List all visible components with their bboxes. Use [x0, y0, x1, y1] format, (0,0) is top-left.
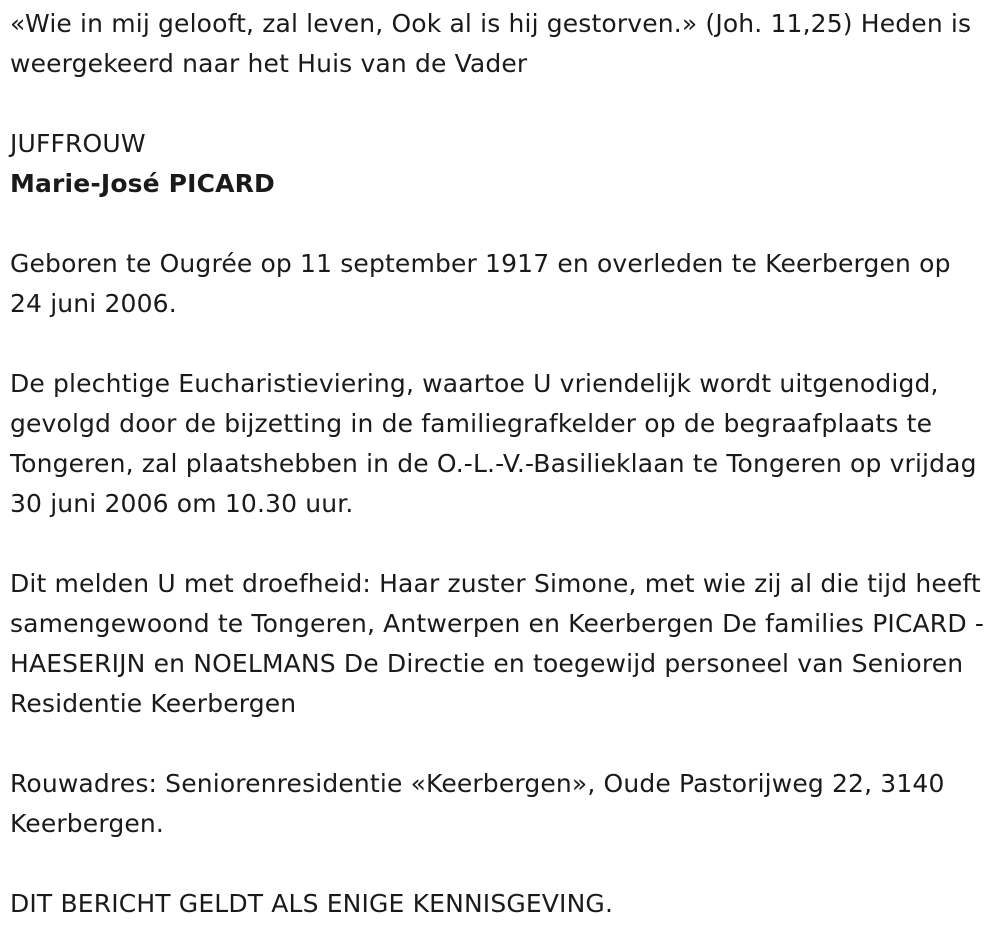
- birth-death-paragraph: Geboren te Ougrée op 11 september 1917 en overleden te Keerbergen op 24 juni 2006.: [10, 249, 951, 318]
- mourning-address: Rouwadres: Seniorenresidentie «Keerbergen», Oude Pastorijweg 22, 3140 Keerbergen.: [10, 769, 945, 838]
- intro-verse: «Wie in mij gelooft, zal leven, Ook al is hij gestorven.» (Joh. 11,25) Heden is weergekeerd naar het Huis van de Vader: [10, 9, 972, 78]
- closing-statement: DIT BERICHT GELDT ALS ENIGE KENNISGEVING.: [10, 889, 614, 918]
- announcers-paragraph: Dit melden U met droefheid: Haar zuster Simone, met wie zij al die tijd heeft samengewoond te Tongeren, Antwerpen en Keerbergen De families PICARD - HAESERIJN en NOELMANS De Directie en toegewijd personeel van Senioren Residentie Keerbergen: [10, 569, 984, 718]
- ceremony-paragraph: De plechtige Eucharistieviering, waartoe U vriendelijk wordt uitgenodigd, gevolgd door de bijzetting in de familiegrafkelder op de begraafplaats te Tongeren, zal plaatshebben in de O.-L.-V.-Basilieklaan te Tongeren op vrijdag 30 juni 2006 om 10.30 uur.: [10, 369, 977, 518]
- deceased-name: Marie-José PICARD: [10, 169, 275, 198]
- honorific-title: JUFFROUW: [10, 129, 146, 158]
